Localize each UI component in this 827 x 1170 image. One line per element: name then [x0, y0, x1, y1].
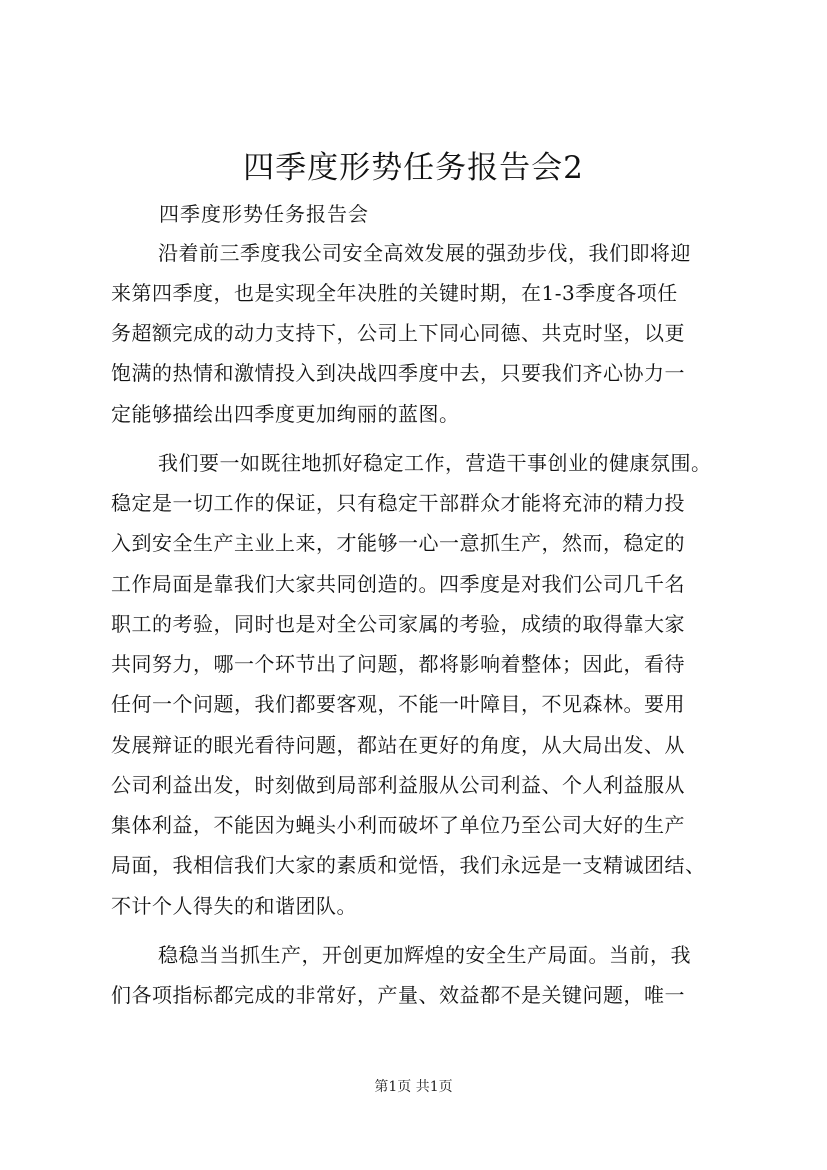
document-subtitle: 四季度形势任务报告会 [159, 202, 369, 226]
paragraph-line: 集体利益，不能因为蝇头小利而破坏了单位乃至公司大好的生产 [111, 813, 685, 837]
paragraph-line: 入到安全生产主业上来，才能够一心一意抓生产，然而，稳定的 [111, 531, 685, 555]
paragraph-line: 公司利益出发，时刻做到局部利益服从公司利益、个人利益服从 [111, 773, 685, 797]
paragraph-line: 定能够描绘出四季度更加绚丽的蓝图。 [111, 402, 460, 426]
paragraph-line: 职工的考验，同时也是对全公司家属的考验，成绩的取得靠大家 [111, 612, 685, 636]
paragraph-line: 工作局面是靠我们大家共同创造的。四季度是对我们公司几千名 [111, 572, 685, 596]
paragraph-line: 共同努力，哪一个环节出了问题，都将影响着整体；因此，看待 [111, 652, 685, 676]
paragraph-line: 来第四季度，也是实现全年决胜的关键时期，在1-3季度各项任 [111, 281, 678, 305]
paragraph-line: 饱满的热情和激情投入到决战四季度中去，只要我们齐心协力一 [111, 361, 685, 385]
paragraph-line: 发展辩证的眼光看待问题，都站在更好的角度，从大局出发、从 [111, 733, 685, 757]
paragraph-line: 沿着前三季度我公司安全高效发展的强劲步伐，我们即将迎 [158, 241, 691, 265]
paragraph-line: 稳稳当当抓生产，开创更加辉煌的安全生产局面。当前，我 [158, 943, 691, 967]
document-title: 四季度形势任务报告会2 [243, 150, 584, 186]
paragraph-line: 任何一个问题，我们都要客观，不能一叶障目，不见森林。要用 [111, 692, 685, 716]
paragraph-line: 不计个人得失的和谐团队。 [111, 894, 357, 918]
page-footer: 第1页 共1页 [374, 1079, 453, 1095]
paragraph-line: 我们要一如既往地抓好稳定工作，营造干事创业的健康氛围。 [158, 451, 712, 475]
paragraph-line: 务超额完成的动力支持下，公司上下同心同德、共克时坚，以更 [111, 321, 685, 345]
paragraph-line: 稳定是一切工作的保证，只有稳定干部群众才能将充沛的精力投 [111, 491, 685, 515]
paragraph-line: 局面，我相信我们大家的素质和觉悟，我们永远是一支精诚团结、 [111, 853, 706, 877]
paragraph-line: 们各项指标都完成的非常好，产量、效益都不是关键问题，唯一 [111, 983, 685, 1007]
